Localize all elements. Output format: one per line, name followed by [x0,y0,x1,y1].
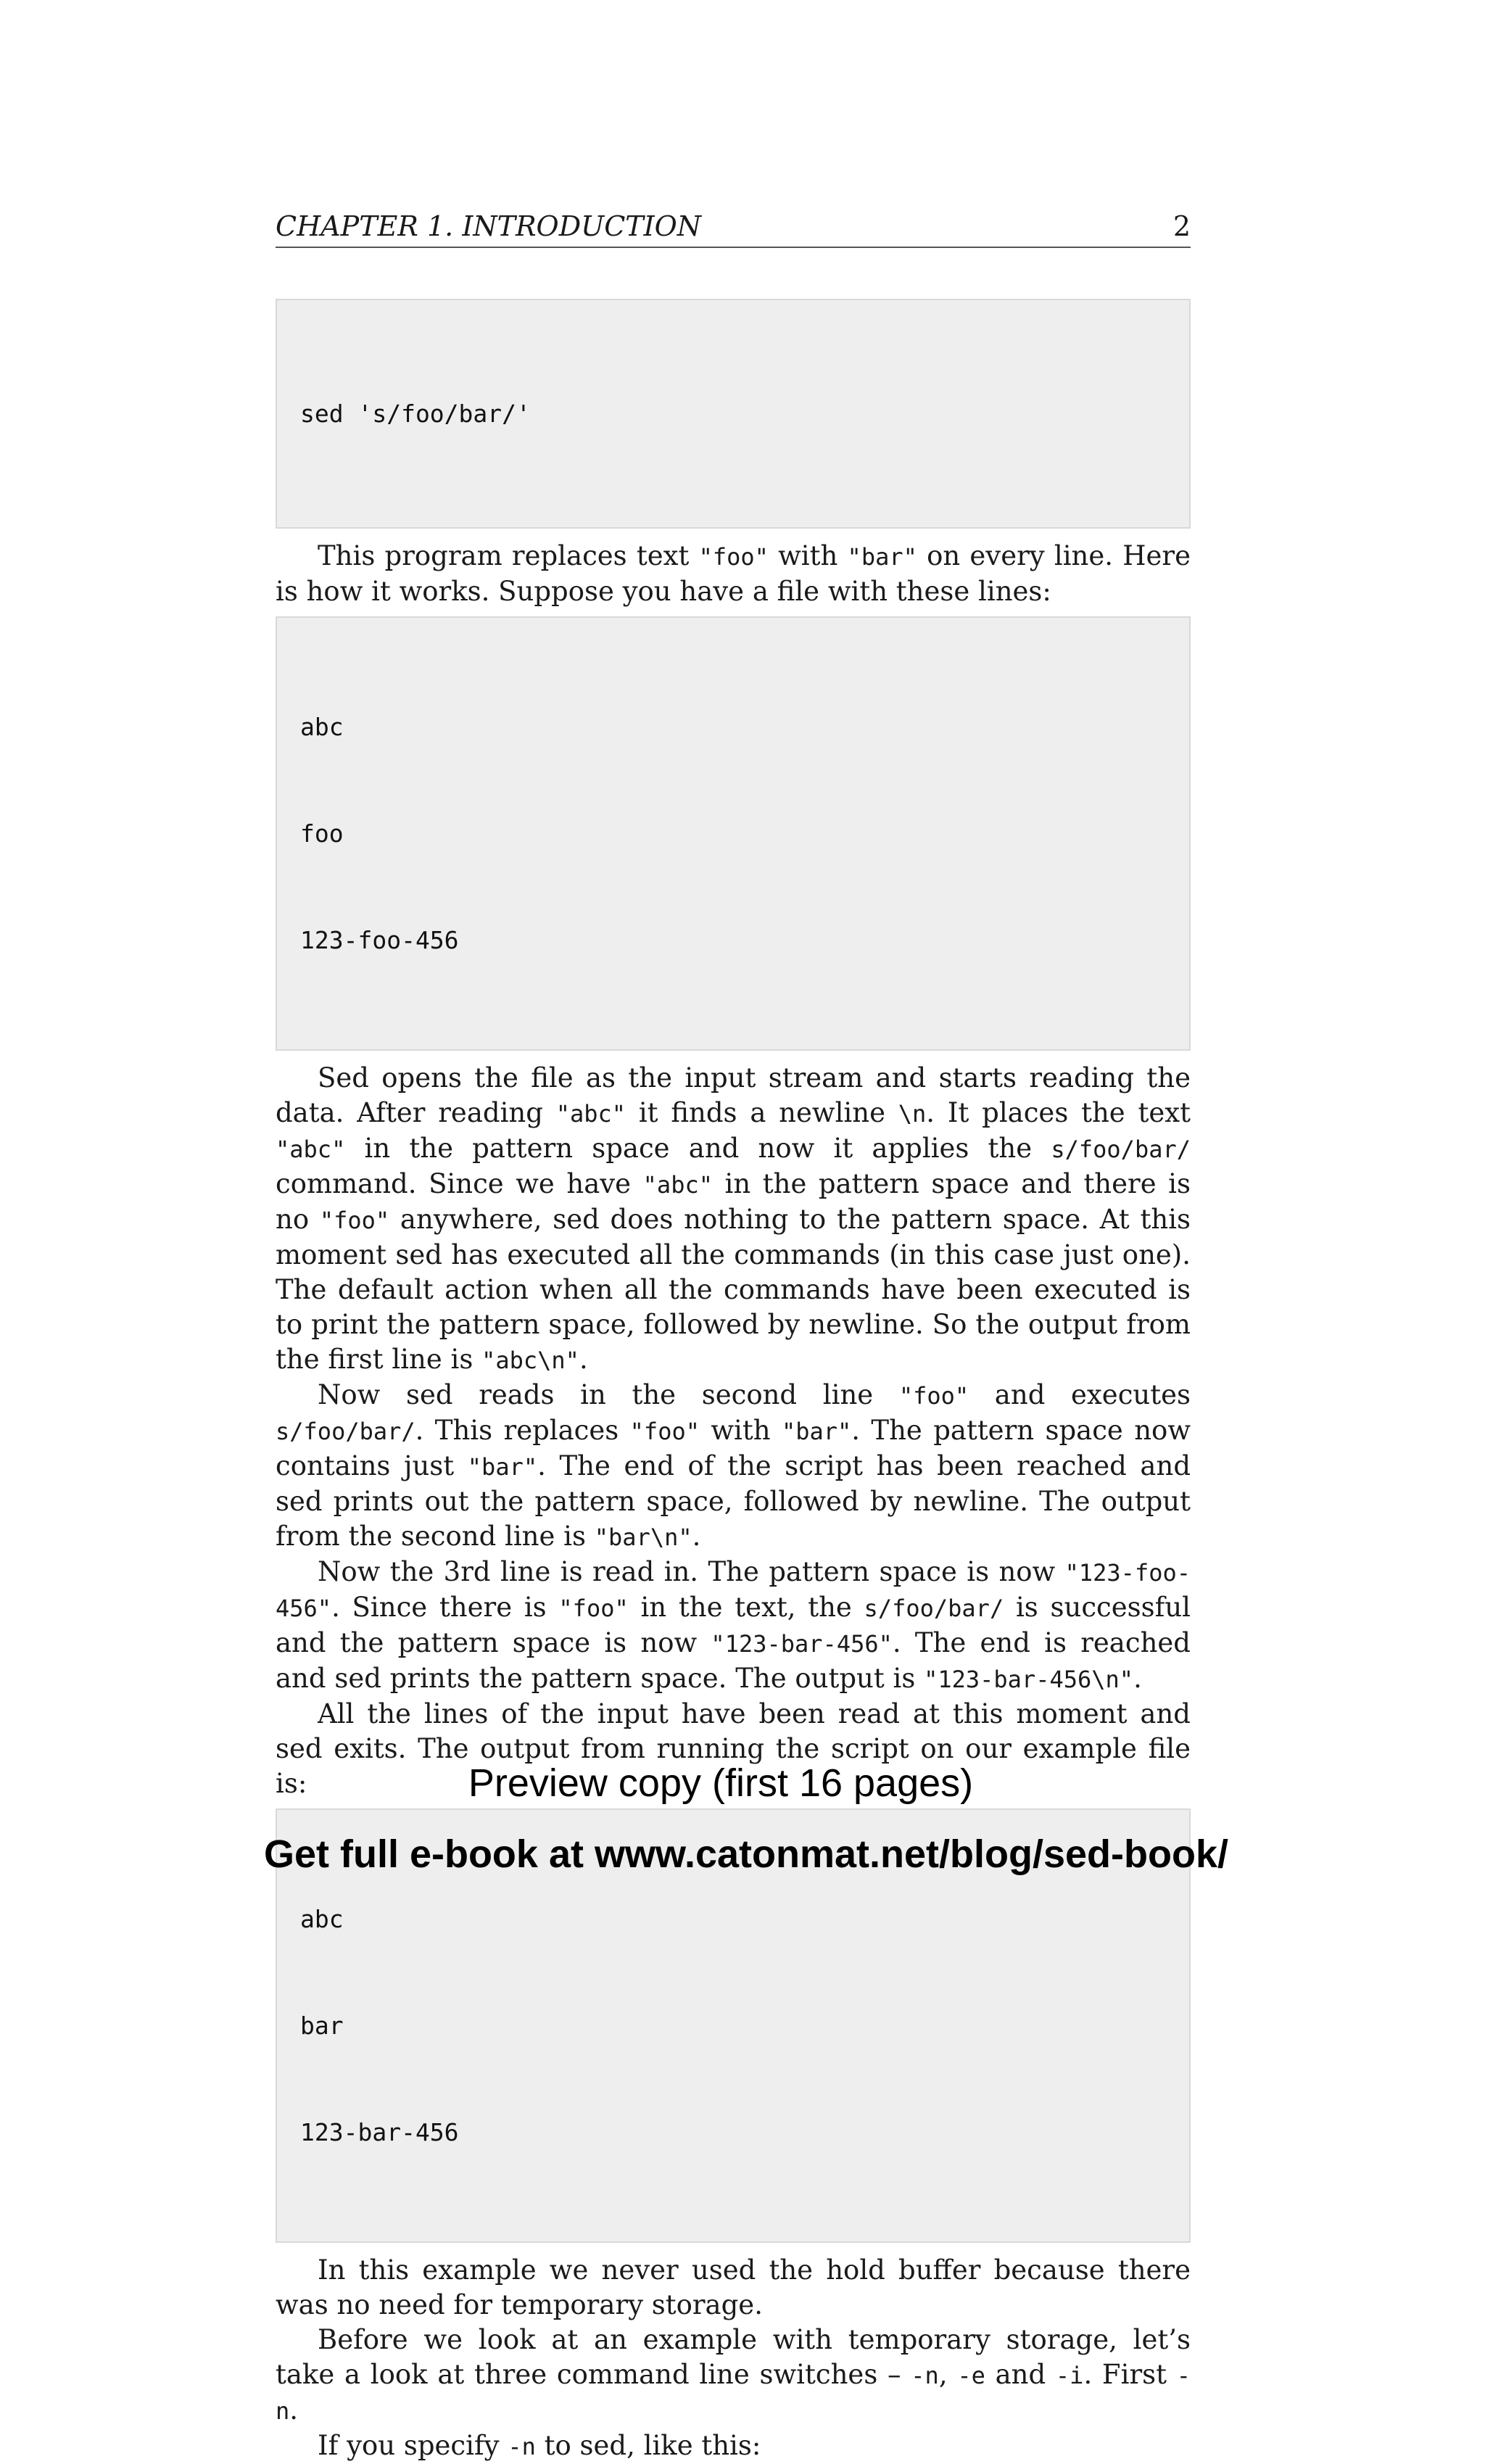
running-head [276,210,1191,248]
inline-code: "abc" [642,1171,713,1199]
inline-code: "foo" [558,1595,629,1622]
text: If you specify [318,2430,508,2461]
text: in the pattern space and now it applies the [345,1133,1051,1164]
preview-notice: Preview copy (first 16 pages) [468,1761,974,1805]
inline-code: \n [898,1100,927,1128]
inline-code: "foo" [898,1382,969,1410]
inline-code: "abc" [555,1100,626,1128]
paragraph-intro [276,539,1191,609]
paragraph-third-line [276,1555,1191,1697]
text: and executes [969,1379,1191,1410]
text: . [289,2394,299,2426]
get-ebook-link[interactable]: Get full e-book at www.catonmat.net/blog/sed-book/ [263,1832,1229,1876]
text: Now the 3rd line is read in. The pattern space is now [318,1556,1065,1587]
code-line: foo [300,819,344,848]
text: . First [1083,2359,1177,2390]
inline-code: "123-bar-456" [711,1630,893,1658]
text: , [938,2359,958,2390]
text: . The pattern space now contains just [276,1415,1191,1481]
code-line: 123-foo-456 [300,926,459,954]
text: and [985,2359,1056,2390]
page-number: 2 [1172,210,1191,242]
paragraph-switches [276,2323,1191,2428]
inline-code: "foo" [319,1207,390,1234]
code-line: bar [300,2012,344,2040]
code-line: 123-bar-456 [300,2118,459,2146]
text: All the lines of the input have been read at this moment and sed exits. The output from running the script on our example file is: [276,1698,1191,1799]
code-line: sed 's/foo/bar/' [300,400,531,428]
text: . This replaces [415,1415,630,1446]
code-line: abc [300,713,344,741]
page [276,210,1191,2464]
code-line: abc [300,1905,344,1933]
inline-code: s/foo/bar/ [1051,1136,1191,1163]
paragraph-sed-opens [276,1061,1191,1378]
inline-code: -i [1055,2362,1084,2389]
text: anywhere, sed does nothing to the pattern space. At this moment sed has executed all the commands (in this case just one). The default action when all the commands have been executed is to print the pattern space, followed by newline. So the output from the first line is [276,1204,1191,1375]
text: . [579,1344,588,1375]
text: to sed, like this: [535,2430,761,2461]
text: . The end is reached and sed prints the pattern space. The output is [276,1627,1191,1694]
chapter-title: CHAPTER 1. INTRODUCTION [276,210,702,242]
code-block-command [276,299,1191,529]
inline-code: "bar" [847,543,917,571]
inline-code: "foo" [629,1418,700,1445]
text: with [768,540,848,571]
inline-code: "foo" [698,543,769,571]
text: command. Since we have [276,1168,643,1199]
text: Sed opens the file as the input stream and starts reading the data. After reading [276,1062,1191,1128]
paragraph-specify-n [276,2428,1191,2464]
inline-code: s/foo/bar/ [864,1595,1004,1622]
inline-code: -n [276,2362,1191,2425]
inline-code: -e [957,2362,985,2389]
inline-code: s/foo/bar/ [276,1418,415,1445]
paragraph-hold-buffer [276,2253,1191,2323]
inline-code: "123-bar-456\n" [924,1666,1134,1693]
text: in the text, the [628,1592,864,1623]
text: . [692,1521,701,1552]
text: Before we look at an example with temporary storage, let’s take a look at three command line switches – [276,2324,1191,2390]
text: . [1133,1663,1142,1694]
text: . Since there is [331,1592,559,1623]
text: Now sed reads in the second line [318,1379,899,1410]
inline-code: "bar" [781,1418,852,1445]
text: with [699,1415,782,1446]
inline-code: "abc\n" [481,1347,579,1374]
text: . The end of the script has been reached and sed prints out the pattern space, followed by newline. The output from the second line is [276,1450,1191,1552]
inline-code: "bar" [467,1453,538,1481]
inline-code: "123-foo-456" [276,1559,1191,1622]
text: . It places the text [926,1097,1191,1128]
text: it finds a newline [626,1097,898,1128]
text: is successful and the pattern space is now [276,1592,1191,1658]
text: in the pattern space and there is no [276,1168,1191,1235]
text: on every line. Here is how it works. Suppose you have a file with these lines: [276,540,1191,607]
inline-code: "abc" [276,1136,346,1163]
text: This program replaces text [318,540,699,571]
code-block-input-file [276,616,1191,1051]
inline-code: "bar\n" [594,1524,692,1551]
inline-code: -n [508,2433,536,2460]
text: In this example we never used the hold buffer because there was no need for temporary storage. [276,2254,1191,2320]
inline-code: -n [911,2362,939,2389]
paragraph-second-line [276,1378,1191,1555]
